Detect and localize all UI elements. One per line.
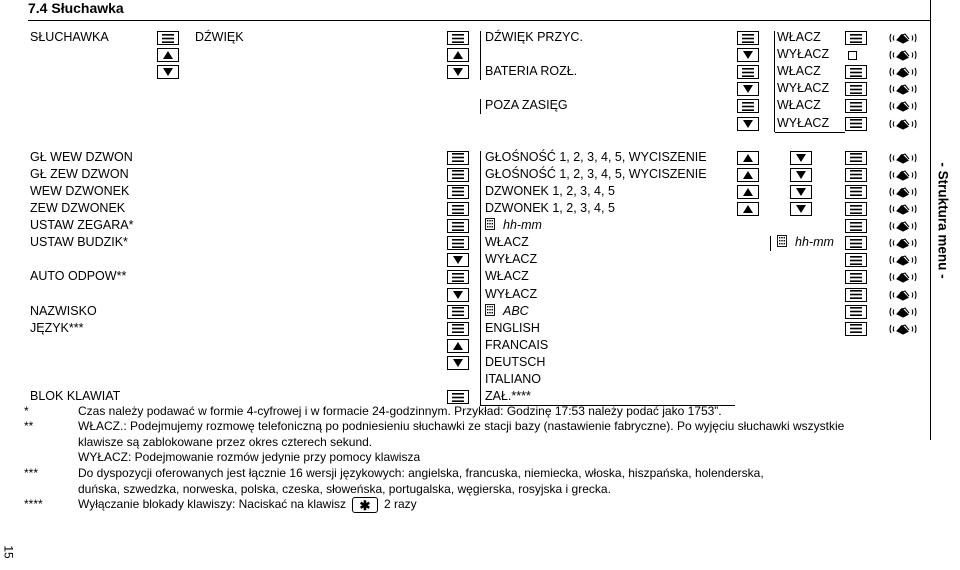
- ring-melody-icon: [888, 151, 918, 165]
- menu-item-przyc-wylacz: [777, 47, 829, 62]
- menu-item-label: POZA ZASIĘG: [485, 98, 568, 113]
- menu-item-label: DZWONEK 1, 2, 3, 4, 5: [485, 201, 615, 215]
- menu-key-icon[interactable]: [157, 31, 179, 45]
- footnote-text: duńska, szwedzka, norweska, polska, czeska, słoweńska, portugalska, węgierska, rosyjska i grecka.: [78, 481, 611, 496]
- up-arrow-key-icon[interactable]: [157, 48, 179, 62]
- footnote-mark: ***: [24, 466, 39, 480]
- up-arrow-key-icon[interactable]: [447, 48, 469, 62]
- menu-item-italiano: [485, 372, 541, 387]
- ring-melody-icon: [888, 185, 918, 199]
- menu-item-label: ZEW DZWONEK: [30, 201, 126, 215]
- ring-melody-icon: [888, 270, 918, 284]
- keypad-icon: [485, 304, 495, 320]
- down-arrow-key-icon[interactable]: [790, 185, 812, 199]
- connector-line: [775, 132, 845, 133]
- footnote-line: [78, 435, 372, 450]
- footnote-line: [78, 497, 417, 513]
- menu-key-icon[interactable]: [845, 82, 867, 96]
- menu-item-poza-wylacz: [777, 116, 829, 131]
- menu-item-label: hh-mm: [795, 235, 834, 250]
- down-arrow-key-icon[interactable]: [790, 151, 812, 165]
- menu-item-nazwisko: [30, 304, 97, 319]
- menu-key-icon[interactable]: [845, 31, 867, 45]
- down-arrow-key-icon[interactable]: [737, 82, 759, 96]
- menu-item-label: WŁACZ: [777, 30, 821, 44]
- menu-item-label: WYŁACZ: [777, 81, 830, 96]
- menu-item-zew-dzwonek: [30, 201, 125, 216]
- menu-key-icon[interactable]: [447, 270, 469, 284]
- menu-item-gl-wew-dzwon: [30, 150, 133, 165]
- section-title: 7.4 Słuchawka: [28, 0, 124, 16]
- ring-melody-icon: [888, 48, 918, 62]
- footnote-text: klawisze są zablokowane przez okres czterech sekund.: [78, 434, 373, 449]
- menu-item-label: ZAŁ.****: [485, 389, 531, 404]
- ring-melody-icon: [888, 117, 918, 131]
- menu-item-label: ENGLISH: [485, 320, 540, 335]
- menu-key-icon[interactable]: [845, 117, 867, 131]
- menu-item-label: WYŁACZ: [485, 252, 538, 267]
- menu-item-ustaw-zegara: [30, 218, 133, 233]
- menu-item-label: BATERIA ROZŁ.: [485, 64, 578, 79]
- menu-item-label: SŁUCHAWKA: [30, 30, 109, 44]
- menu-key-icon[interactable]: [845, 253, 867, 267]
- footnote-text: Czas należy podawać w formie 4-cyfrowej i w formacie 24-godzinnym. Przykład: Godzinę 17:53 należy podać jako 1753”.: [78, 404, 722, 418]
- menu-item-label: WYŁACZ: [777, 115, 830, 130]
- ring-melody-icon: [888, 288, 918, 302]
- menu-item-label: ABC: [503, 303, 529, 318]
- side-tab: [930, 0, 955, 440]
- footnote-text: Do dyspozycji oferowanych jest łącznie 16 wersji językowych: angielska, francuska, niemiecka, włoska, hiszpańska, holenderska,: [78, 466, 764, 480]
- square-key-icon: [848, 51, 857, 60]
- side-label: - Struktura menu -: [935, 161, 951, 279]
- menu-item-label: ITALIANO: [485, 372, 542, 386]
- menu-key-icon[interactable]: [447, 185, 469, 199]
- menu-key-icon[interactable]: [845, 151, 867, 165]
- ring-melody-icon: [888, 236, 918, 250]
- down-arrow-key-icon[interactable]: [737, 117, 759, 131]
- menu-item-auto-odpow: [30, 269, 126, 284]
- menu-item-label: DZWONEK 1, 2, 3, 4, 5: [485, 183, 615, 198]
- menu-item-label: WŁACZ: [777, 98, 821, 113]
- menu-key-icon[interactable]: [447, 390, 469, 404]
- menu-item-budzik-wlacz: [485, 235, 529, 250]
- connector-line: [770, 236, 771, 251]
- menu-key-icon[interactable]: [845, 185, 867, 199]
- ring-melody-icon: [888, 168, 918, 182]
- down-arrow-key-icon[interactable]: [447, 288, 469, 302]
- connector-line: [774, 31, 775, 132]
- menu-item-gl-zew-dzwon: [30, 167, 129, 182]
- footnote-text: Wyłączanie blokady klawiszy: Naciskać na klawisz: [78, 497, 346, 512]
- menu-item-przyc-wlacz: [777, 30, 821, 45]
- menu-item-francais: [485, 338, 548, 353]
- menu-item-auto-wlacz: [485, 269, 529, 284]
- keypad-icon: [485, 218, 495, 234]
- menu-item-label: USTAW BUDZIK*: [30, 235, 128, 250]
- up-arrow-key-icon[interactable]: [737, 185, 759, 199]
- menu-item-nazwisko-abc: [485, 304, 529, 320]
- menu-key-icon[interactable]: [845, 305, 867, 319]
- menu-key-icon[interactable]: [845, 168, 867, 182]
- menu-key-icon[interactable]: [845, 270, 867, 284]
- menu-key-icon[interactable]: [737, 31, 759, 45]
- connector-line: [480, 31, 481, 80]
- menu-item-label: WYŁACZ: [777, 47, 830, 62]
- menu-item-label: WEW DZWONEK: [30, 183, 130, 198]
- down-arrow-key-icon[interactable]: [447, 65, 469, 79]
- connector-line: [480, 99, 481, 114]
- footnote-line: [78, 450, 420, 465]
- ring-melody-icon: [888, 219, 918, 233]
- up-arrow-key-icon[interactable]: [737, 202, 759, 216]
- menu-item-zegar-hhmm: [485, 218, 542, 234]
- menu-key-icon[interactable]: [845, 219, 867, 233]
- menu-item-dzwiek-przyc: [485, 30, 583, 45]
- menu-item-label: DEUTSCH: [485, 354, 546, 369]
- menu-item-label: AUTO ODPOW**: [30, 269, 127, 284]
- menu-key-icon[interactable]: [447, 322, 469, 336]
- ring-melody-icon: [888, 202, 918, 216]
- menu-item-budzik-wylacz: [485, 252, 537, 267]
- ring-melody-icon: [888, 253, 918, 267]
- up-arrow-key-icon[interactable]: [737, 168, 759, 182]
- menu-item-wew-dzwonek: [30, 184, 129, 199]
- down-arrow-key-icon[interactable]: [737, 48, 759, 62]
- menu-key-icon[interactable]: [447, 236, 469, 250]
- footnote-text: WYŁACZ: Podejmowanie rozmów jedynie przy pomocy klawisza: [78, 450, 421, 464]
- footnote-mark: ****: [24, 497, 43, 511]
- up-arrow-key-icon[interactable]: [737, 151, 759, 165]
- menu-item-deutsch: [485, 355, 545, 370]
- menu-item-dzwonek-wew: [485, 184, 615, 199]
- menu-item-english: [485, 321, 540, 336]
- menu-key-icon[interactable]: [845, 236, 867, 250]
- up-arrow-key-icon[interactable]: [447, 339, 469, 353]
- down-arrow-key-icon[interactable]: [157, 65, 179, 79]
- menu-item-label: hh-mm: [503, 218, 542, 233]
- menu-key-icon[interactable]: [845, 202, 867, 216]
- footnote-mark: **: [24, 419, 34, 433]
- page-number-text: 15: [1, 545, 16, 559]
- menu-key-icon[interactable]: [737, 99, 759, 113]
- menu-item-label: GŁ ZEW DZWON: [30, 166, 129, 181]
- menu-item-label: WŁACZ: [485, 235, 529, 250]
- menu-item-budzik-hhmm: [777, 235, 834, 251]
- menu-key-icon[interactable]: [737, 65, 759, 79]
- menu-item-ustaw-budzik: [30, 235, 128, 250]
- keypad-icon: [777, 235, 787, 251]
- menu-item-sluchawka: [30, 30, 109, 45]
- title-rule: [28, 20, 930, 21]
- menu-item-label: DŹWIĘK: [195, 30, 244, 44]
- menu-key-icon[interactable]: [447, 305, 469, 319]
- menu-key-icon[interactable]: [447, 202, 469, 216]
- ring-melody-icon: [888, 322, 918, 336]
- footnote-tail: 2 razy: [383, 497, 417, 512]
- menu-item-dzwiek: [195, 30, 244, 45]
- page-number: [0, 540, 18, 564]
- menu-key-icon[interactable]: [447, 31, 469, 45]
- footnote-line: [78, 419, 844, 434]
- menu-item-bateria: [485, 64, 577, 79]
- down-arrow-key-icon[interactable]: [447, 356, 469, 370]
- menu-item-label: JĘZYK***: [30, 320, 84, 335]
- down-arrow-key-icon[interactable]: [790, 202, 812, 216]
- menu-item-label: DŹWIĘK PRZYC.: [485, 30, 583, 44]
- footnote-line: [78, 466, 764, 481]
- footnote-line: [78, 404, 722, 419]
- down-arrow-key-icon[interactable]: [447, 253, 469, 267]
- menu-item-label: WŁACZ: [485, 269, 529, 284]
- menu-item-bat-wlacz: [777, 64, 821, 79]
- ring-melody-icon: [888, 82, 918, 96]
- menu-item-glosnosc-wew: [485, 150, 707, 165]
- ring-melody-icon: [888, 305, 918, 319]
- menu-item-jezyk: [30, 321, 84, 336]
- menu-key-icon[interactable]: [447, 219, 469, 233]
- menu-key-icon[interactable]: [845, 288, 867, 302]
- footnote-mark: *: [24, 404, 29, 418]
- menu-item-label: FRANCAIS: [485, 337, 549, 352]
- menu-item-auto-wylacz: [485, 287, 537, 302]
- menu-key-icon[interactable]: [845, 65, 867, 79]
- footnote-text: WŁACZ.: Podejmujemy rozmowę telefoniczną po podniesieniu słuchawki ze stacji bazy (nastawienie fabryczne). Po wyjęciu słuchawki wszystkie: [78, 419, 845, 433]
- menu-item-zal: [485, 389, 531, 404]
- footnote-line: [78, 482, 611, 497]
- menu-item-label: GŁOŚNOŚĆ 1, 2, 3, 4, 5, WYCISZENIE: [485, 149, 707, 164]
- menu-key-icon[interactable]: [447, 151, 469, 165]
- ring-melody-icon: [888, 31, 918, 45]
- menu-key-icon[interactable]: [845, 99, 867, 113]
- menu-item-bat-wylacz: [777, 81, 829, 96]
- menu-item-label: BLOK KLAWIAT: [30, 389, 121, 404]
- menu-item-dzwonek-zew: [485, 201, 615, 216]
- menu-item-label: NAZWISKO: [30, 303, 97, 318]
- menu-item-poza-zasiegu: [485, 98, 568, 113]
- ring-melody-icon: [888, 99, 918, 113]
- menu-item-label: WYŁACZ: [485, 286, 538, 301]
- menu-item-label: USTAW ZEGARA*: [30, 218, 134, 233]
- ring-melody-icon: [888, 65, 918, 79]
- menu-item-label: GŁOŚNOŚĆ 1, 2, 3, 4, 5, WYCISZENIE: [485, 166, 707, 181]
- menu-item-poza-wlacz: [777, 98, 821, 113]
- menu-item-label: GŁ WEW DZWON: [30, 149, 133, 164]
- menu-key-icon[interactable]: [845, 322, 867, 336]
- menu-item-blok-klawiat: [30, 389, 120, 404]
- down-arrow-key-icon[interactable]: [790, 168, 812, 182]
- connector-line: [480, 151, 481, 406]
- menu-item-label: WŁACZ: [777, 64, 821, 79]
- menu-key-icon[interactable]: [447, 168, 469, 182]
- star-key-icon: ✱: [352, 497, 378, 513]
- menu-item-glosnosc-zew: [485, 167, 707, 182]
